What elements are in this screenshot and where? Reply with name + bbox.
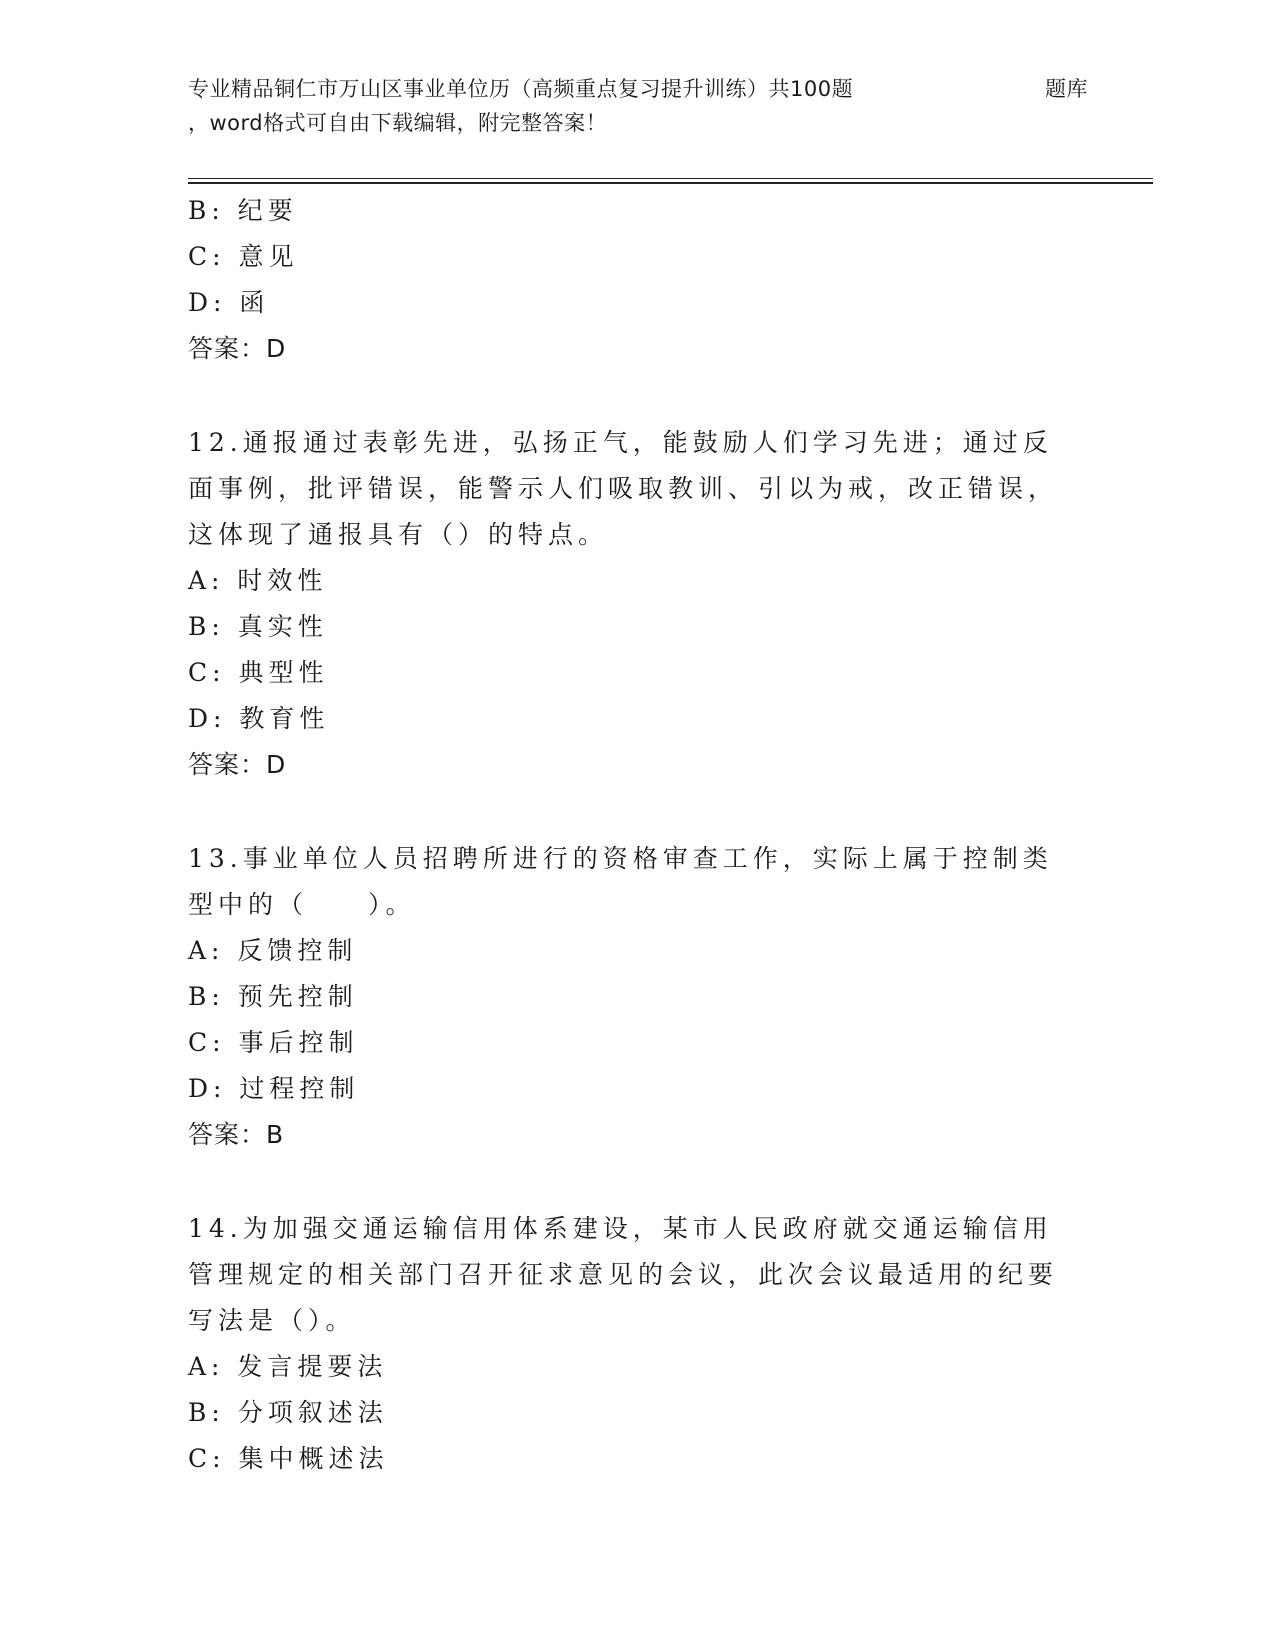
answer-line: 答案：D [188,750,287,779]
option-d: D: 过程控制 [188,1074,360,1103]
option-c: C: 事后控制 [188,1028,359,1057]
option-a: A: 发言提要法 [188,1352,388,1381]
option-a: A: 时效性 [188,566,328,595]
option-b: B: 真实性 [188,612,328,641]
question-stem: 14.为加强交通运输信用体系建设，某市人民政府就交通运输信用管理规定的相关部门召开征求意见的会议，此次会议最适用的纪要写法是（）。 [188,1214,1059,1335]
option-c: C: 意见 [188,242,299,271]
question-content [188,188,1078,1482]
answer-line: 答案：D [188,334,287,363]
prev-question-block [188,188,1078,372]
question-12-block [188,420,1078,788]
spacer [188,372,1078,420]
answer-line: 答案：B [188,1120,285,1149]
option-d: D: 教育性 [188,704,330,733]
header-divider-thick [188,182,1153,184]
option-b: B: 纪要 [188,196,298,225]
header-divider-thin [188,178,1153,179]
question-13-block [188,836,1078,1158]
question-14-block [188,1206,1078,1482]
question-bank-tag: 题库 [1045,77,1088,101]
question-stem: 12.通报通过表彰先进，弘扬正气，能鼓励人们学习先进；通过反面事例，批评错误，能警示人们吸取教训、引以为戒，改正错误，这体现了通报具有（）的特点。 [188,428,1059,549]
header-line-1 [188,72,1088,106]
spacer [188,788,1078,836]
document-subtitle: ，word格式可自由下载编辑，附完整答案！ [188,111,608,135]
document-title: 专业精品铜仁市万山区事业单位历（高频重点复习提升训练）共100题 [188,77,854,101]
page-header [188,72,1088,140]
option-b: B: 预先控制 [188,982,358,1011]
option-a: A: 反馈控制 [188,936,358,965]
option-c: C: 集中概述法 [188,1444,389,1473]
spacer [188,1158,1078,1206]
option-d: D: 函 [188,288,270,317]
question-stem: 13.事业单位人员招聘所进行的资格审查工作，实际上属于控制类型中的（ ）。 [188,844,1053,919]
option-b: B: 分项叙述法 [188,1398,388,1427]
option-c: C: 典型性 [188,658,329,687]
